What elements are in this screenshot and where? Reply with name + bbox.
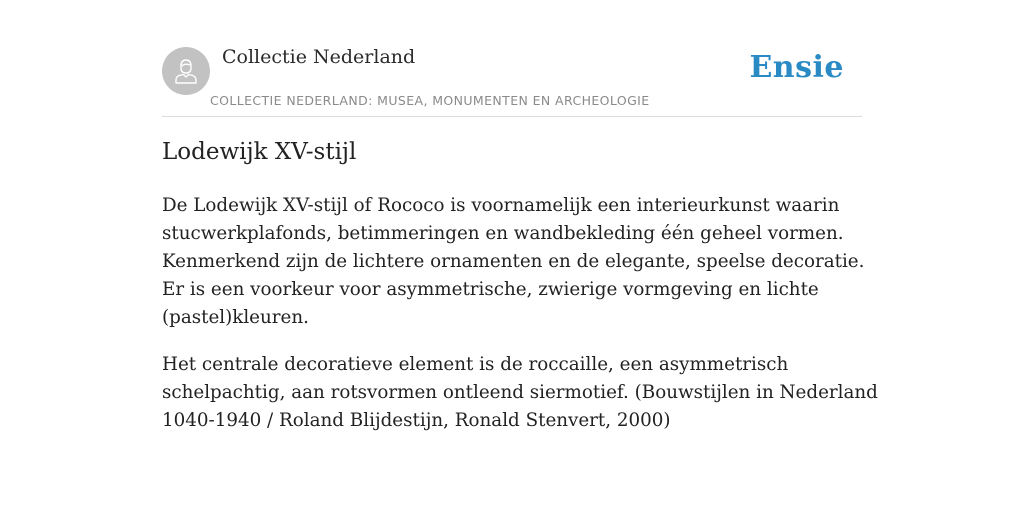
article-paragraph: Het centrale decoratieve element is de roccaille, een asymmetrisch schelpachtig, aan rotsvormen ontleend siermotief. (Bouwstijlen in Nederland 1040-1940 / Roland Blijdestijn, Ronald Stenvert, 2000) [162,354,878,431]
user-silhouette-icon [171,56,201,86]
article-title: Lodewijk XV-stijl [162,139,357,165]
ensie-logo[interactable]: Ensie [749,50,844,85]
author-name[interactable]: Collectie Nederland [222,46,416,68]
article-paragraph: De Lodewijk XV-stijl of Rococo is voornamelijk een interieurkunst waarin stucwerkplafonds, betimmeringen en wandbekleding één geheel vormen. Kenmerkend zijn de lichtere ornamenten en de elegante, speelse decoratie. Er is een voorkeur voor asymmetrische, zwierige vormgeving en lichte (pastel)kleuren. [162,195,865,328]
page [162,0,878,431]
author-subtitle[interactable]: COLLECTIE NEDERLAND: MUSEA, MONUMENTEN EN ARCHEOLOGIE [210,93,650,108]
article-body [162,192,882,454]
header [162,0,862,117]
avatar[interactable] [162,47,210,95]
